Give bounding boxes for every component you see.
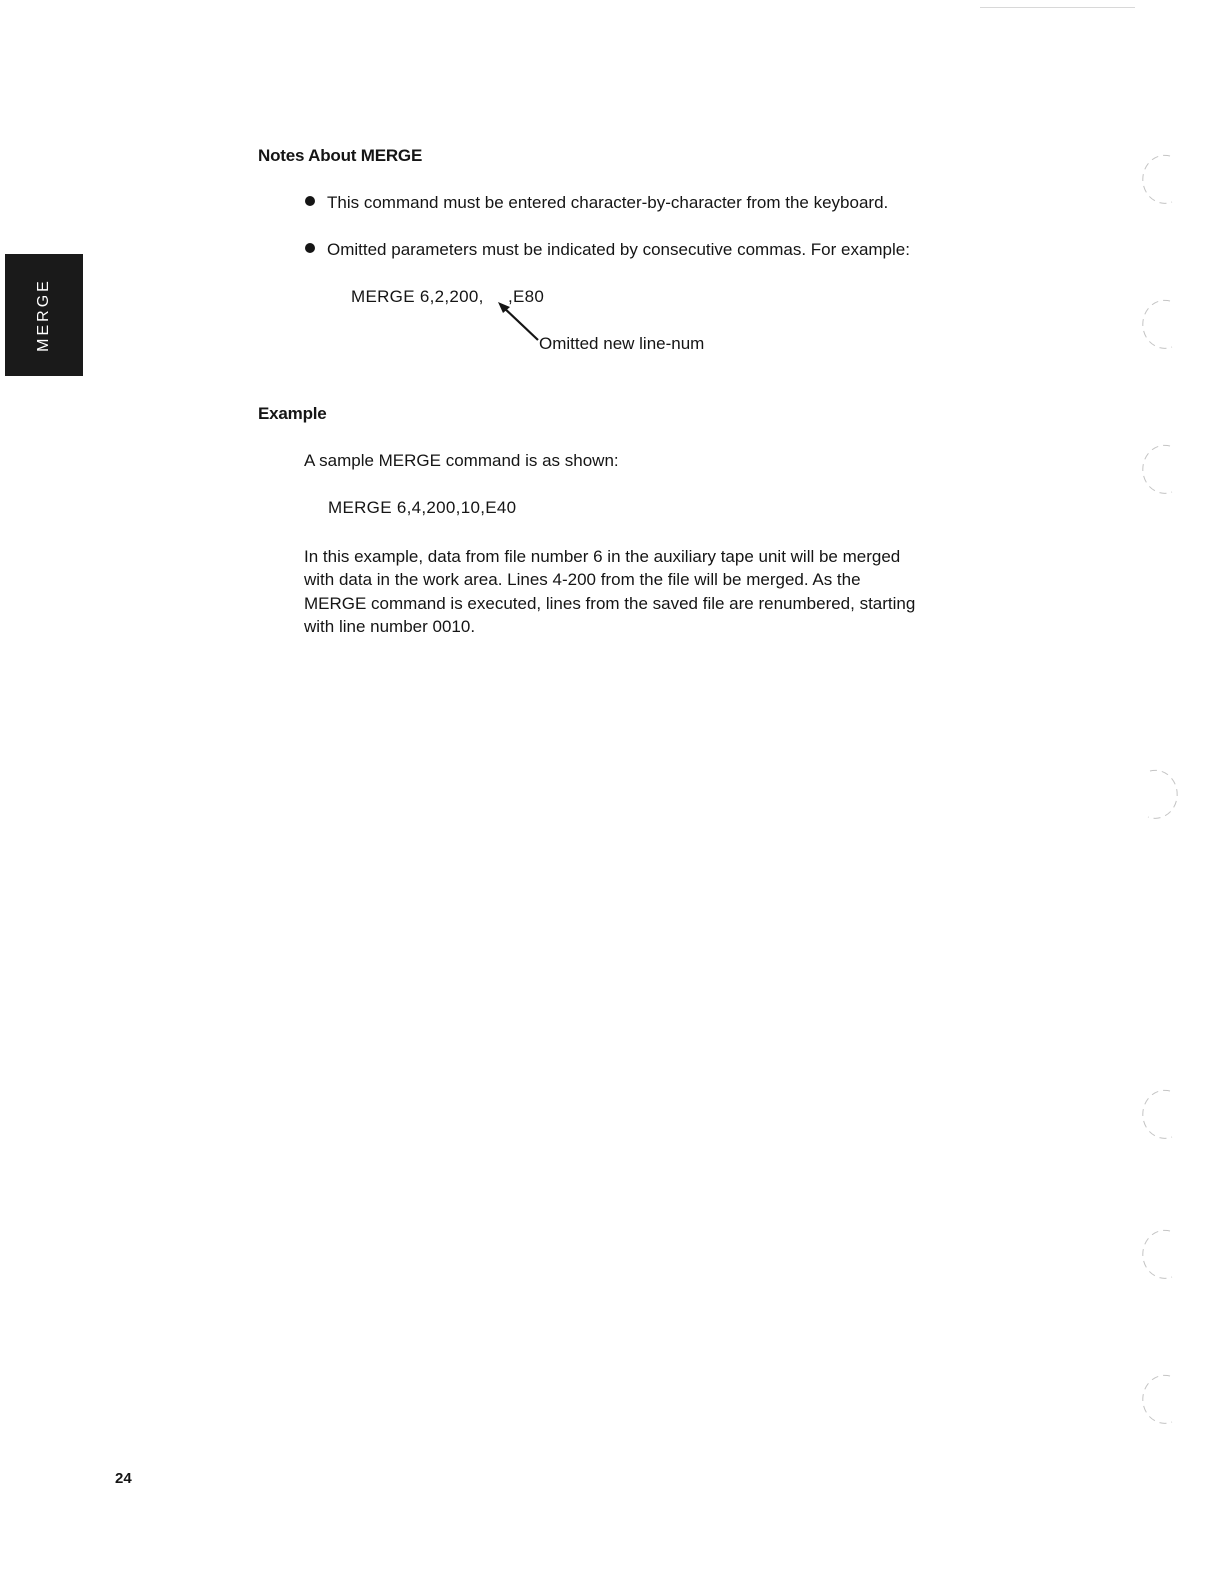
binder-hole-icon	[1140, 295, 1180, 355]
section-tab	[5, 254, 83, 376]
omitted-param-code-part-b: ,E80	[508, 287, 545, 306]
example-paragraph-line: In this example, data from file number 6 in the auxiliary tape unit will be merged	[304, 547, 901, 566]
page-number: 24	[115, 1470, 132, 1487]
binder-hole-icon	[1140, 765, 1180, 825]
example-heading: Example	[258, 404, 327, 423]
binder-hole-icon	[1140, 1085, 1180, 1145]
callout-arrow-shaft	[502, 306, 538, 340]
example-paragraph-line: with data in the work area. Lines 4-200 from the file will be merged. As the	[304, 570, 861, 589]
binder-hole-icon	[1140, 150, 1180, 210]
scan-edge-line	[980, 7, 1135, 8]
notes-heading: Notes About MERGE	[258, 146, 423, 165]
omitted-param-code-part-a: MERGE 6,2,200,	[351, 287, 484, 306]
bullet-dot-icon	[305, 196, 315, 206]
example-paragraph-line: MERGE command is executed, lines from the saved file are renumbered, starting	[304, 594, 916, 613]
callout-label: Omitted new line-num	[539, 334, 705, 353]
notes-bullet-text: This command must be entered character-by-character from the keyboard.	[327, 193, 889, 212]
notes-bullet-item	[305, 193, 888, 213]
example-paragraph-line: with line number 0010.	[304, 617, 476, 636]
section-tab-label: MERGE	[35, 278, 52, 352]
binder-hole-icon	[1140, 440, 1180, 500]
binder-hole-icon	[1140, 1370, 1180, 1430]
sample-merge-command: MERGE 6,4,200,10,E40	[328, 498, 517, 517]
bullet-dot-icon	[305, 243, 315, 253]
example-intro: A sample MERGE command is as shown:	[304, 451, 619, 470]
notes-bullet-item	[305, 240, 910, 260]
binder-hole-icon	[1140, 1225, 1180, 1285]
notes-bullet-text: Omitted parameters must be indicated by consecutive commas. For example:	[327, 240, 910, 259]
